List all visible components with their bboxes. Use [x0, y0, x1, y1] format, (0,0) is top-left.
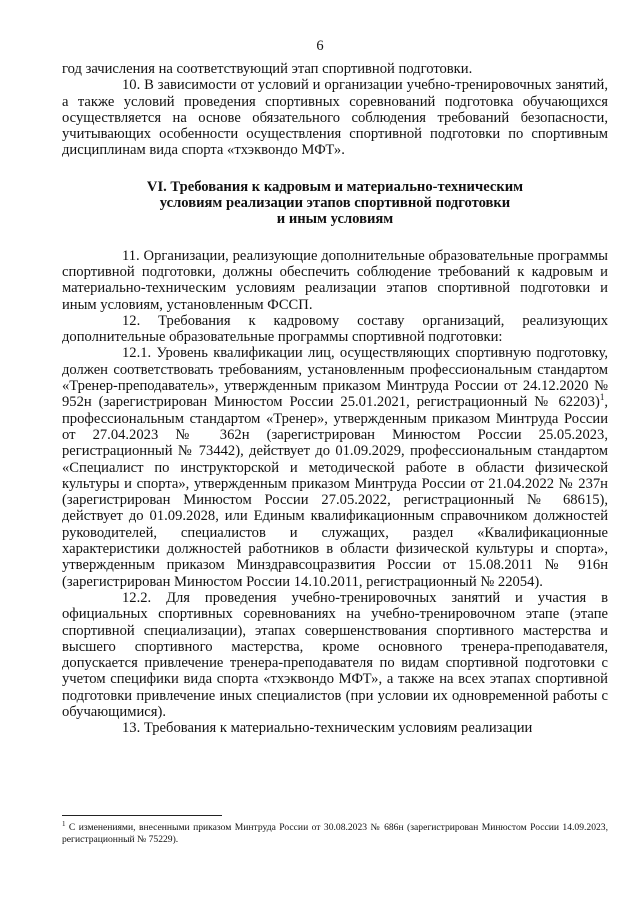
paragraph-continuation: год зачисления на соответствующий этап спортивной подготовки.	[62, 61, 473, 77]
section-heading	[62, 179, 608, 228]
footnote-text: С изменениями, внесенными приказом Минтруда России от 30.08.2023 № 686н (зарегистрирован Минюстом России 14.09.2023, регистрационный № 75229).	[62, 822, 608, 845]
paragraph-10: 10. В зависимости от условий и организации учебно-тренировочных занятий, а также условий проведения спортивных соревнований подготовка обучающихся осуществляется на основе обязательного соблюдения требований безопасности, учитывающих особенности осуществления спортивной подготовки по спортивным дисциплинам вида спорта «тхэквондо МФТ».	[62, 77, 608, 159]
footnote-separator	[62, 815, 222, 816]
section-heading-line-1: VI. Требования к кадровым и материально-техническим	[146, 178, 524, 195]
footnote	[62, 819, 608, 846]
page-number: 6	[316, 38, 324, 54]
paragraph-12-1	[62, 345, 608, 589]
section-heading-line-2: условиям реализации этапов спортивной подготовки	[159, 195, 511, 212]
document-body	[62, 61, 608, 737]
paragraph-12-1-part-a: 12.1. Уровень квалификации лиц, осуществляющих спортивную подготовку, должен соответствовать требованиям, установленным профессиональным стандартом «Тренер-преподаватель», утвержденным приказом Минтруда России от 24.12.2020 № 952н (зарегистрирован Минюстом России 25.01.2021, регистрационный № 62203)	[62, 345, 608, 411]
section-heading-line-3: и иным условиям	[276, 211, 394, 228]
paragraph-13: 13. Требования к материально-техническим условиям реализации	[122, 720, 533, 737]
paragraph-12-1-part-b: , профессиональным стандартом «Тренер», утвержденным приказом Минтруда России от 27.04.2023 № 362н (зарегистрирован Минюстом России 25.05.2023, регистрационный № 73442), действует до 01.09.2029, профессиональным стандартом «Специалист по инструкторской и методической работе в области физической культуры и спорта», утвержденным приказом Минтруда России от 21.04.2022 № 237н (зарегистрирован Минюстом России 27.05.2022, регистрационный № 68615), действует до 01.09.2028, или Единым квалификационным справочником должностей руководителей, специалистов и служащих, раздел «Квалификационные характеристики должностей работников в области физической культуры и спорта», утвержденным приказом Минздравсоцразвития России от 15.08.2011 № 916н (зарегистрирован Минюстом России 14.10.2011, регистрационный № 22054).	[62, 394, 608, 590]
footnote-reference: 1	[599, 392, 605, 403]
paragraph-12: 12. Требования к кадровому составу организаций, реализующих дополнительные образовательные программы спортивной подготовки:	[62, 312, 608, 346]
paragraph-11: 11. Организации, реализующие дополнительные образовательные программы спортивной подготовки, должны обеспечить соблюдение требований к кадровым и материально-техническим условиям реализации этапов спортивной подготовки и иным условиям, установленным ФССП.	[62, 247, 608, 313]
footnote-mark: 1	[62, 819, 66, 828]
paragraph-12-2: 12.2. Для проведения учебно-тренировочных занятий и участия в официальных спортивных соревнованиях на учебно-тренировочном этапе (этапе спортивной специализации), этапах совершенствования спортивного мастерства и высшего спортивного мастерства, кроме основного тренера-преподавателя, допускается привлечение тренера-преподавателя по видам спортивной подготовки с учетом специфики вида спорта «тхэквондо МФТ», а также на всех этапах спортивной подготовки привлечение иных специалистов (при условии их одновременной работы с обучающимися).	[62, 589, 608, 720]
